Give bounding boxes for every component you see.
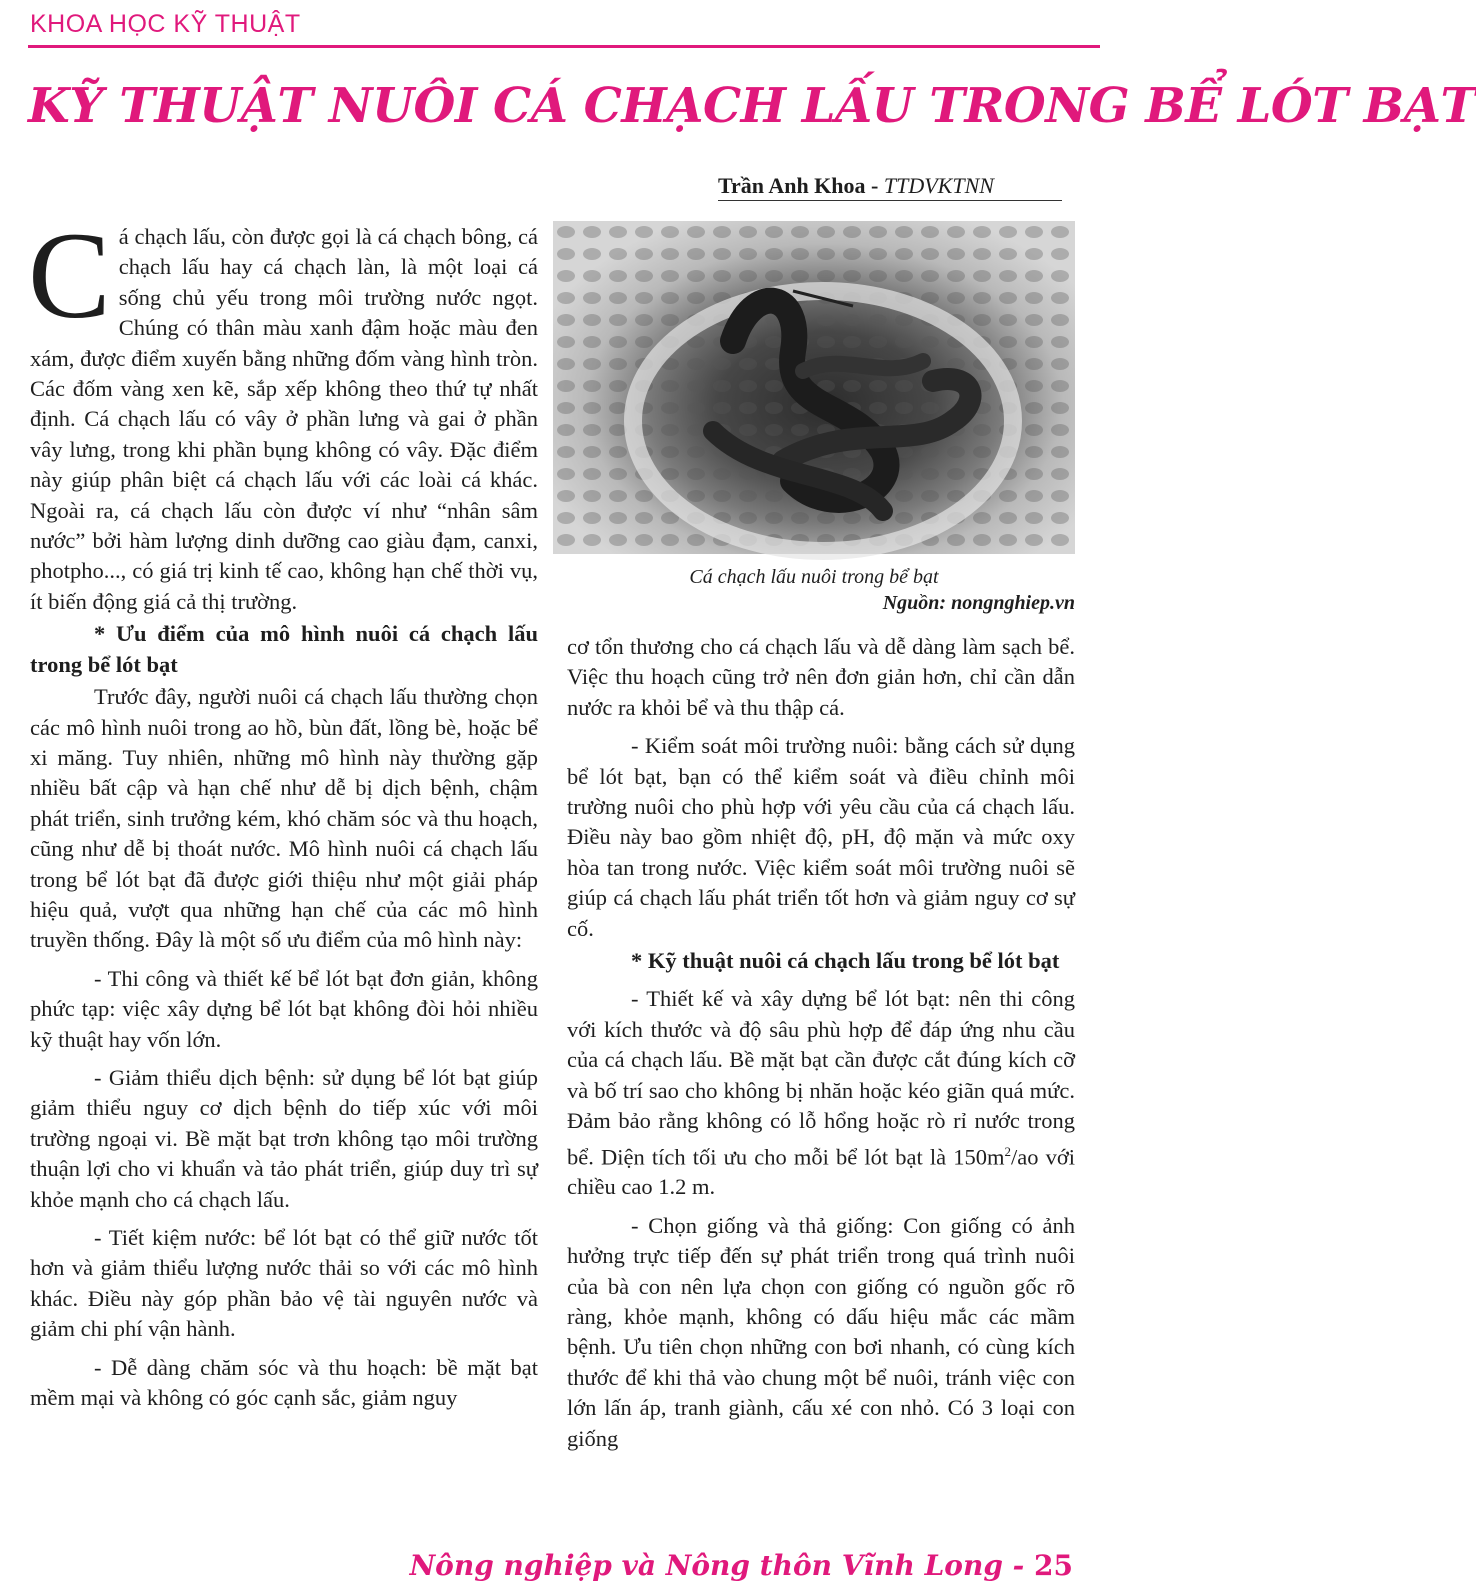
bullet-seed: - Chọn giống và thả giống: Con giống có ảnh hưởng trực tiếp đến sự phát triển trong quá trình nuôi của bà con nên lựa chọn con giống có nguồn gốc rõ ràng, khỏe mạnh, không có dấu hiệu mắc các mầm bệnh. Ưu tiên chọn những con bơi nhanh, có cùng kích thước để khi thả vào chung một bể nuôi, tránh việc con lớn lấn áp, tranh giành, cấu xé con nhỏ. Có 3 loại con giống bbox=[567, 1212, 1075, 1451]
basket-photo-graphic bbox=[553, 221, 1075, 554]
header-rule bbox=[28, 45, 1100, 48]
page-footer bbox=[410, 1549, 1073, 1582]
heading-technique: * Kỹ thuật nuôi cá chạch lấu trong bể lót bạt bbox=[631, 948, 1060, 974]
byline-org: TTDVKTNN bbox=[883, 173, 994, 198]
article-column-left bbox=[28, 207, 538, 1413]
heading-advantages: * Ưu điểm của mô hình nuôi cá chạch lấu trong bể lót bạt bbox=[30, 621, 538, 677]
photo-caption: Cá chạch lấu nuôi trong bể bạt bbox=[689, 566, 939, 588]
bullet-design bbox=[567, 984, 1075, 1202]
bullet-design-text: - Thiết kế và xây dựng bể lót bạt: nên thi công với kích thước và độ sâu phù hợp để đáp ứng nhu cầu của cá chạch lấu. Bề mặt bạt cần được cắt đúng kích cỡ và bố trí sao cho không bị nhăn hoặc kéo giãn quá mức. Đảm bảo rằng không có lỗ hổng hoặc rò rỉ nước trong bể. Diện tích tối ưu cho mỗi bể lót bạt là 150m bbox=[567, 986, 1075, 1169]
byline bbox=[718, 173, 1062, 201]
photo-credit: Nguồn: nongnghiep.vn bbox=[882, 592, 1075, 614]
bullet-disease: - Giảm thiểu dịch bệnh: sử dụng bể lót bạt giúp giảm thiểu nguy cơ dịch bệnh do tiếp xúc với môi trường ngoại vi. Bề mặt bạt trơn không tạo môi trường thuận lợi cho vi khuẩn và tảo phát triển, giúp duy trì sự khỏe mạnh cho cá chạch lấu. bbox=[30, 1064, 538, 1212]
drop-cap: C bbox=[28, 207, 111, 344]
bullet-water: - Tiết kiệm nước: bể lót bạt có thể giữ nước tốt hơn và giảm thiểu lượng nước thải so với các mô hình khác. Điều này góp phần bảo vệ tài nguyên nước và giảm chi phí vận hành. bbox=[30, 1225, 538, 1342]
superscript-two: 2 bbox=[1004, 1143, 1011, 1159]
article-photo bbox=[553, 221, 1075, 554]
paragraph-before: Trước đây, người nuôi cá chạch lấu thường chọn các mô hình nuôi trong ao hồ, bùn đất, lồng bè, hoặc bể xi măng. Tuy nhiên, những mô hình này thường gặp nhiều bất cập và hạn chế như dễ bị dịch bệnh, chậm phát triển, sinh trưởng kém, khó chăm sóc và thu hoạch, cũng như dễ bị thoát nước. Mô hình nuôi cá chạch lấu trong bể lót bạt đã được giới thiệu như một giải pháp hiệu quả, vượt qua những hạn chế của các mô hình truyền thống. Đây là một số ưu điểm của mô hình này: bbox=[30, 684, 538, 953]
intro-paragraph bbox=[28, 207, 538, 617]
section-label: KHOA HỌC KỸ THUẬT bbox=[30, 10, 301, 38]
article-title: KỸ THUẬT NUÔI CÁ CHẠCH LẤU TRONG BỂ LÓT BẠT bbox=[28, 78, 1476, 134]
bullet-care-end: cơ tổn thương cho cá chạch lấu và dễ dàng làm sạch bể. Việc thu hoạch cũng trở nên đơn giản hơn, chỉ cần dẫn nước ra khỏi bể và thu thập cá. bbox=[567, 634, 1075, 720]
intro-text: á chạch lấu, còn được gọi là cá chạch bông, cá chạch lấu hay cá chạch làn, là một loại cá sống chủ yếu trong môi trường nước ngọt. Chúng có thân màu xanh đậm hoặc màu đen xám, được điểm xuyến bằng những đốm vàng hình tròn. Các đốm vàng xen kẽ, sắp xếp không theo thứ tự nhất định. Cá chạch lấu có vây ở phần lưng và gai ở phần vây lưng, trong khi phần bụng không có vây. Đặc điểm này giúp phân biệt cá chạch lấu với các loài cá khác. Ngoài ra, cá chạch lấu còn được ví như “nhân sâm nước” bởi hàm lượng dinh dưỡng cao giàu đạm, canxi, photpho..., có giá trị kinh tế cao, không hạn chế thời vụ, ít biến động giá cả thị trường. bbox=[30, 224, 538, 614]
byline-author: Trần Anh Khoa - bbox=[718, 173, 884, 198]
bullet-control: - Kiểm soát môi trường nuôi: bằng cách sử dụng bể lót bạt, bạn có thể kiểm soát và điều chỉnh môi trường nuôi cho phù hợp với yêu cầu của cá chạch lấu. Điều này bao gồm nhiệt độ, pH, độ mặn và mức oxy hòa tan trong nước. Việc kiểm soát môi trường nuôi sẽ giúp cá chạch lấu phát triển tốt hơn và giảm nguy cơ sự cố. bbox=[567, 733, 1075, 941]
bullet-build: - Thi công và thiết kế bể lót bạt đơn giản, không phức tạp: việc xây dựng bể lót bạt không đòi hỏi nhiều kỹ thuật hay vốn lớn. bbox=[30, 965, 538, 1052]
bullet-care-start: - Dễ dàng chăm sóc và thu hoạch: bề mặt bạt mềm mại và không có góc cạnh sắc, giảm nguy bbox=[30, 1354, 538, 1411]
page-number: 25 bbox=[1034, 1549, 1073, 1582]
bullet-design-end: /ao với chiều cao 1.2 m. bbox=[567, 1144, 1075, 1200]
publication-name: Nông nghiệp và Nông thôn Vĩnh Long - bbox=[409, 1549, 1035, 1582]
article-column-right bbox=[567, 632, 1075, 1454]
